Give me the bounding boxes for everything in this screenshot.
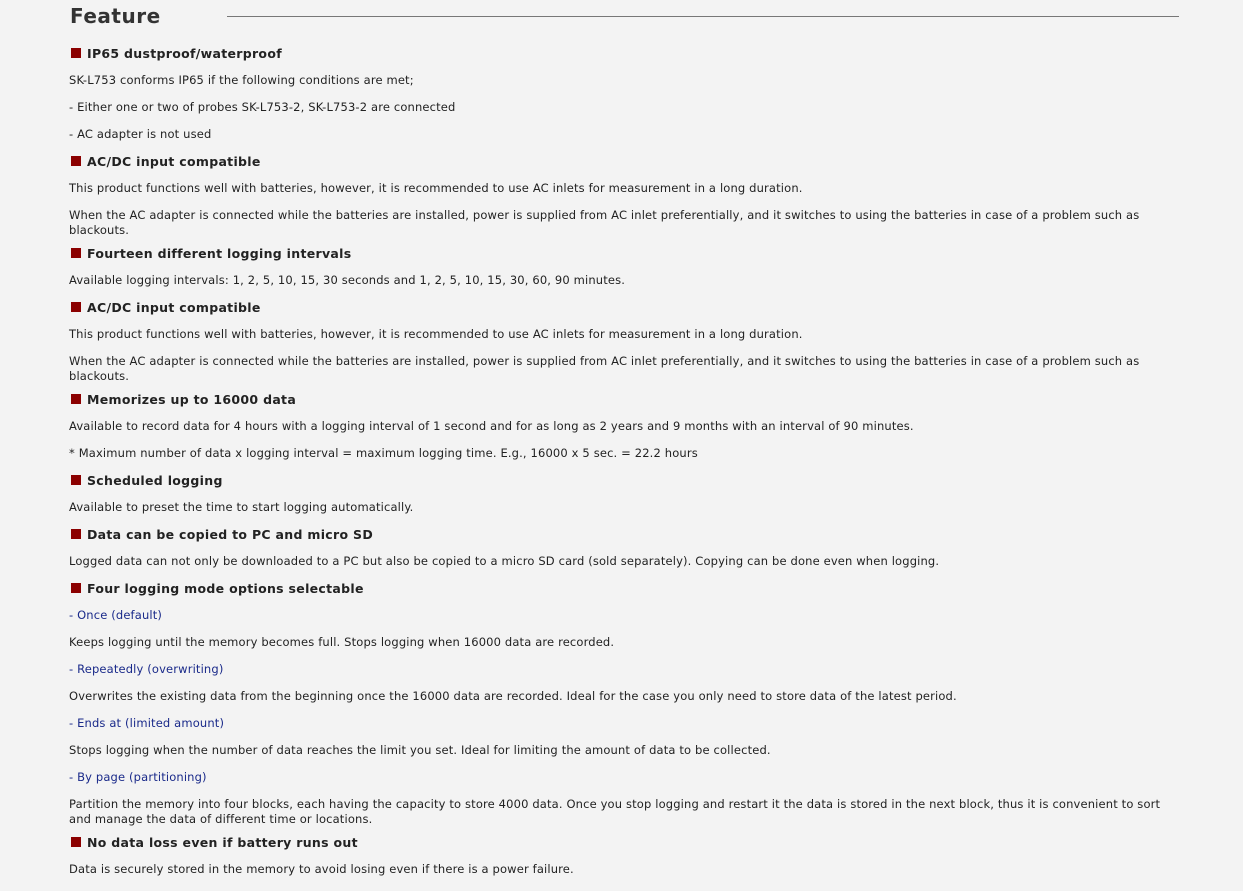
title-divider xyxy=(227,16,1179,17)
feature-heading-text: IP65 dustproof/waterproof xyxy=(87,46,282,61)
feature-description: Partition the memory into four blocks, each having the capacity to store 4000 data. Once you stop logging and restart it the data is stored in the next block, thus it is convenient to sort and manage the data of different time or locations. xyxy=(69,797,1161,826)
square-bullet-icon xyxy=(71,248,81,258)
feature-heading-text: AC/DC input compatible xyxy=(87,154,261,169)
feature-heading xyxy=(69,44,1179,64)
feature-description: Overwrites the existing data from the beginning once the 16000 data are recorded. Ideal for the case you only need to store data of the latest period. xyxy=(69,689,957,703)
feature-description: Stops logging when the number of data reaches the limit you set. Ideal for limiting the amount of data to be collected. xyxy=(69,743,771,757)
feature-description: Available to record data for 4 hours with a logging interval of 1 second and for as long as 2 years and 9 months with an interval of 90 minutes. xyxy=(69,419,914,433)
feature-heading xyxy=(69,298,1179,318)
feature-heading-text: Data can be copied to PC and micro SD xyxy=(87,527,373,542)
feature-heading-text: Fourteen different logging intervals xyxy=(87,246,352,261)
feature-heading-text: No data loss even if battery runs out xyxy=(87,835,358,850)
feature-description: This product functions well with batteries, however, it is recommended to use AC inlets for measurement in a long duration. xyxy=(69,181,803,195)
square-bullet-icon xyxy=(71,529,81,539)
feature-description: Logged data can not only be downloaded to a PC but also be copied to a micro SD card (sold separately). Copying can be done even when logging. xyxy=(69,554,940,568)
feature-heading xyxy=(69,471,1179,491)
feature-description: When the AC adapter is connected while the batteries are installed, power is supplied from AC inlet preferentially, and it switches to using the batteries in case of a problem such as blackouts. xyxy=(69,208,1140,237)
square-bullet-icon xyxy=(71,837,81,847)
feature-description: Data is securely stored in the memory to avoid losing even if there is a power failure. xyxy=(69,862,574,876)
feature-description: Keeps logging until the memory becomes full. Stops logging when 16000 data are recorded. xyxy=(69,635,615,649)
feature-heading-text: Four logging mode options selectable xyxy=(87,581,364,596)
feature-heading xyxy=(69,244,1179,264)
mode-option-label: - Repeatedly (overwriting) xyxy=(69,662,224,676)
feature-heading-text: Memorizes up to 16000 data xyxy=(87,392,297,407)
feature-heading xyxy=(69,152,1179,172)
feature-heading xyxy=(69,579,1179,599)
feature-description: Available logging intervals: 1, 2, 5, 10, 15, 30 seconds and 1, 2, 5, 10, 15, 30, 60, 90 minutes. xyxy=(69,273,626,287)
feature-page xyxy=(69,0,1179,876)
square-bullet-icon xyxy=(71,302,81,312)
mode-option-label: - Once (default) xyxy=(69,608,163,622)
feature-description: - AC adapter is not used xyxy=(69,127,212,141)
square-bullet-icon xyxy=(71,156,81,166)
mode-option-label: - By page (partitioning) xyxy=(69,770,207,784)
feature-description: SK-L753 conforms IP65 if the following conditions are met; xyxy=(69,73,414,87)
feature-heading-text: Scheduled logging xyxy=(87,473,223,488)
feature-description: Available to preset the time to start logging automatically. xyxy=(69,500,414,514)
feature-list xyxy=(69,44,1179,887)
square-bullet-icon xyxy=(71,394,81,404)
feature-description: This product functions well with batteries, however, it is recommended to use AC inlets for measurement in a long duration. xyxy=(69,327,803,341)
mode-option-label: - Ends at (limited amount) xyxy=(69,716,225,730)
feature-description: When the AC adapter is connected while the batteries are installed, power is supplied from AC inlet preferentially, and it switches to using the batteries in case of a problem such as blackouts. xyxy=(69,354,1140,383)
square-bullet-icon xyxy=(71,48,81,58)
feature-heading-text: AC/DC input compatible xyxy=(87,300,261,315)
page-title: Feature xyxy=(70,4,161,28)
feature-heading xyxy=(69,525,1179,545)
square-bullet-icon xyxy=(71,583,81,593)
title-row xyxy=(69,0,1179,36)
feature-description: - Either one or two of probes SK-L753-2, SK-L753-2 are connected xyxy=(69,100,456,114)
feature-heading xyxy=(69,833,1179,853)
feature-description: * Maximum number of data x logging interval = maximum logging time. E.g., 16000 x 5 sec. = 22.2 hours xyxy=(69,446,698,460)
square-bullet-icon xyxy=(71,475,81,485)
feature-heading xyxy=(69,390,1179,410)
